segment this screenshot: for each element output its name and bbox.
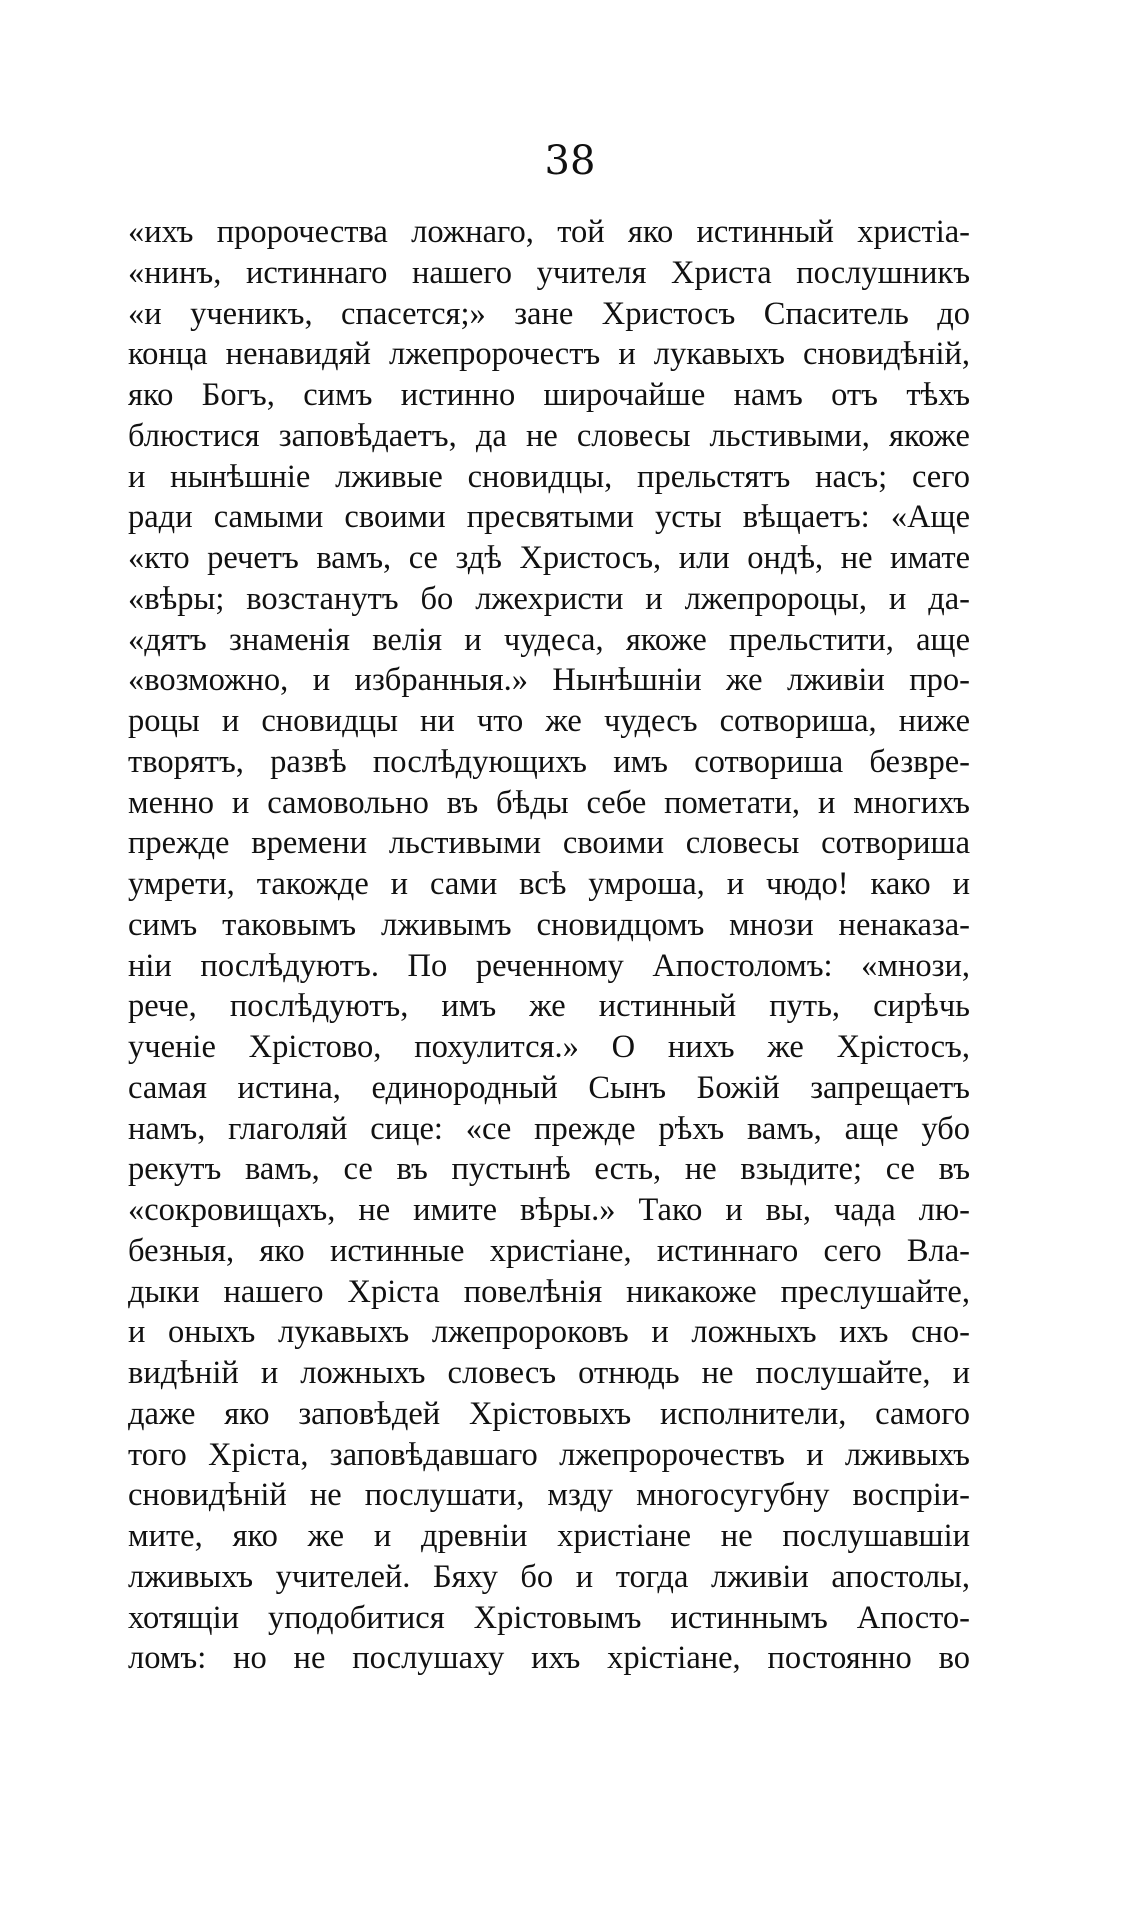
text-line: «ихъ пророчества ложнаго, той яко истинный христіа- — [128, 214, 970, 250]
text-line: дыки нашего Хріста повелѣнія никакоже преслушайте, — [128, 1273, 970, 1310]
text-line: видѣній и ложныхъ словесъ отнюдь не послушайте, и — [128, 1355, 970, 1391]
text-line: безныя, яко истинные христіане, истиннаго сего Вла- — [128, 1232, 970, 1269]
text-line: «возможно, и избранныя.» Нынѣшніи же лживіи про- — [128, 662, 970, 699]
text-line: и оныхъ лукавыхъ лжепророковъ и ложныхъ ихъ сно- — [128, 1314, 970, 1351]
text-line: «и ученикъ, спасется;» зане Христосъ Спаситель до — [128, 295, 970, 332]
page-number: 38 — [544, 138, 596, 184]
text-line: яко Богъ, симъ истинно широчайше намъ отъ тѣхъ — [128, 377, 970, 413]
text-line: намъ, глаголяй сице: «се прежде рѣхъ вамъ, аще убо — [128, 1110, 970, 1147]
text-line: симъ таковымъ лживымъ сновидцомъ мнози ненаказа- — [128, 906, 970, 943]
text-line: сновидѣній не послушати, мзду многосугубну воспріи- — [128, 1477, 970, 1514]
text-line: и нынѣшніе лживые сновидцы, прельстятъ насъ; сего — [128, 458, 970, 495]
text-line: конца ненавидяй лжепророчестъ и лукавыхъ сновидѣній, — [128, 336, 970, 373]
text-line: «дятъ знаменія велія и чудеса, якоже прельстити, аще — [128, 621, 970, 658]
text-line: ученіе Хрістово, похулится.» О нихъ же Хрістосъ, — [128, 1029, 970, 1065]
text-line: ломъ: но не послушаху ихъ хрістіане, постоянно во — [128, 1640, 970, 1677]
text-line: блюстися заповѣдаетъ, да не словесы льстивыми, якоже — [128, 417, 970, 454]
text-line: «кто речетъ вамъ, се здѣ Христосъ, или ондѣ, не имате — [128, 540, 970, 576]
text-line: хотящіи уподобитися Хрістовымъ истиннымъ Апосто- — [128, 1599, 970, 1636]
body-text — [128, 212, 970, 1679]
text-line: рекутъ вамъ, се въ пустынѣ есть, не взыдите; се въ — [128, 1151, 970, 1188]
text-line: ніи послѣдуютъ. По реченному Апостоломъ: «мнози, — [128, 947, 970, 984]
text-line: роцы и сновидцы ни что же чудесъ сотвориша, ниже — [128, 703, 970, 739]
text-line: того Хріста, заповѣдавшаго лжепророчествъ и лживыхъ — [128, 1436, 970, 1473]
text-line: мите, яко же и древніи христіане не послушавшіи — [128, 1518, 970, 1554]
text-line: творятъ, развѣ послѣдующихъ имъ сотвориша безвре- — [128, 743, 970, 780]
text-line: рече, послѣдуютъ, имъ же истинный путь, сирѣчь — [128, 988, 970, 1025]
text-line: «нинъ, истиннаго нашего учителя Христа послушникъ — [128, 254, 970, 291]
text-line: ради самыми своими пресвятыми усты вѣщаетъ: «Аще — [128, 499, 970, 536]
text-line: менно и самовольно въ бѣды себе пометати, и многихъ — [128, 784, 970, 821]
text-line: прежде времени льстивыми своими словесы сотвориша — [128, 825, 970, 862]
text-line: самая истина, единородный Сынъ Божій запрещаетъ — [128, 1069, 970, 1106]
text-line: лживыхъ учителей. Бяху бо и тогда лживіи апостолы, — [128, 1558, 970, 1595]
text-line: «сокровищахъ, не имите вѣры.» Тако и вы, чада лю- — [128, 1192, 970, 1228]
text-line: «вѣры; возстанутъ бо лжехристи и лжепророцы, и да- — [128, 580, 970, 617]
text-line: даже яко заповѣдей Хрістовыхъ исполнители, самого — [128, 1395, 970, 1432]
text-line: умрети, такожде и сами всѣ умроша, и чюдо! како и — [128, 866, 970, 902]
